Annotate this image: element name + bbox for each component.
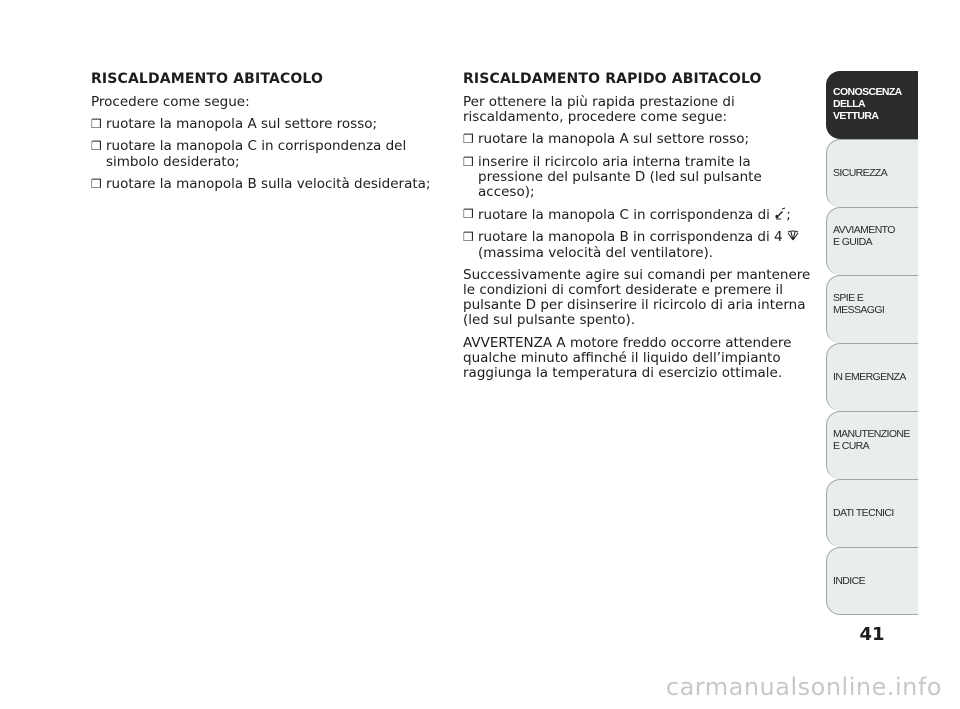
warning-paragraph: AVVERTENZA A motore freddo occorre attendere qualche minuto affinché il liquido dell’impianto raggiunga la temperatura di esercizio ottimale. — [463, 334, 792, 382]
tab-label: AVVIAMENTO E GUIDA — [833, 224, 895, 248]
chapter-index-sidebar — [826, 71, 918, 615]
page-number: 41 — [859, 624, 885, 645]
list-item-text-suffix: ; — [786, 207, 791, 224]
checkbox-bullet-icon: ❒ — [463, 230, 474, 245]
air-to-feet-icon — [774, 207, 786, 220]
section-heading-riscaldamento-rapido: RISCALDAMENTO RAPIDO ABITACOLO — [463, 71, 762, 87]
list-item — [463, 207, 813, 223]
tab-conoscenza-della-vettura[interactable] — [826, 71, 918, 139]
list-item — [91, 177, 441, 192]
list-item-text: ruotare la manopola A sul settore rosso; — [106, 116, 378, 133]
tab-dati-tecnici[interactable] — [826, 479, 918, 547]
checkbox-bullet-icon: ❒ — [91, 176, 102, 191]
tab-spie-e-messaggi[interactable] — [826, 275, 918, 343]
tab-in-emergenza[interactable] — [826, 343, 918, 411]
checkbox-bullet-icon: ❒ — [463, 154, 474, 169]
body-paragraph: Successivamente agire sui comandi per mantenere le condizioni di comfort desiderate e premere il pulsante D per disinserire il ricircolo di aria interna (led sul pulsante spento). — [463, 266, 811, 329]
list-item-text: ruotare la manopola B sulla velocità desiderata; — [106, 175, 431, 192]
list-item — [463, 155, 813, 201]
list-item-text: ruotare la manopola C in corrispondenza del simbolo desiderato; — [106, 138, 407, 170]
tab-indice[interactable] — [826, 547, 918, 615]
tab-label: INDICE — [833, 575, 865, 587]
section-heading-riscaldamento: RISCALDAMENTO ABITACOLO — [91, 71, 324, 87]
tab-label: CONOSCENZA DELLA VETTURA — [833, 86, 902, 122]
intro-text: Procedere come segue: — [91, 94, 250, 110]
intro-text: Per ottenere la più rapida prestazione di riscaldamento, procedere come segue: — [463, 94, 735, 126]
list-item — [91, 139, 441, 169]
tab-sicurezza[interactable] — [826, 139, 918, 207]
tab-label: IN EMERGENZA — [833, 371, 906, 383]
list-item — [91, 117, 441, 132]
tab-label: SICUREZZA — [833, 167, 888, 179]
tab-avviamento-e-guida[interactable] — [826, 207, 918, 275]
checkbox-bullet-icon: ❒ — [463, 132, 474, 147]
watermark: carmanualsonline.info — [665, 673, 942, 701]
tab-manutenzione-e-cura[interactable] — [826, 411, 918, 479]
list-item-text: ruotare la manopola A sul settore rosso; — [478, 131, 750, 148]
checkbox-bullet-icon: ❒ — [91, 139, 102, 154]
list-item-text: inserire il ricircolo aria interna tramite la pressione del pulsante D (led sul pulsante acceso); — [478, 153, 762, 201]
list-item — [463, 230, 813, 260]
right-column — [463, 71, 813, 388]
list-item — [463, 132, 813, 147]
tab-label: MANUTENZIONE E CURA — [833, 428, 910, 452]
tab-label: DATI TECNICI — [833, 507, 894, 519]
fan-speed-icon — [787, 230, 799, 242]
list-item-text: ruotare la manopola C in corrispondenza di — [478, 207, 770, 224]
checkbox-bullet-icon: ❒ — [463, 207, 474, 222]
checkbox-bullet-icon: ❒ — [91, 117, 102, 132]
list-item-text: ruotare la manopola B in corrispondenza di 4 — [478, 229, 783, 246]
tab-label: SPIE E MESSAGGI — [833, 292, 885, 316]
left-column — [91, 71, 441, 199]
list-item-text-suffix: (massima velocità del ventilatore). — [478, 244, 714, 261]
